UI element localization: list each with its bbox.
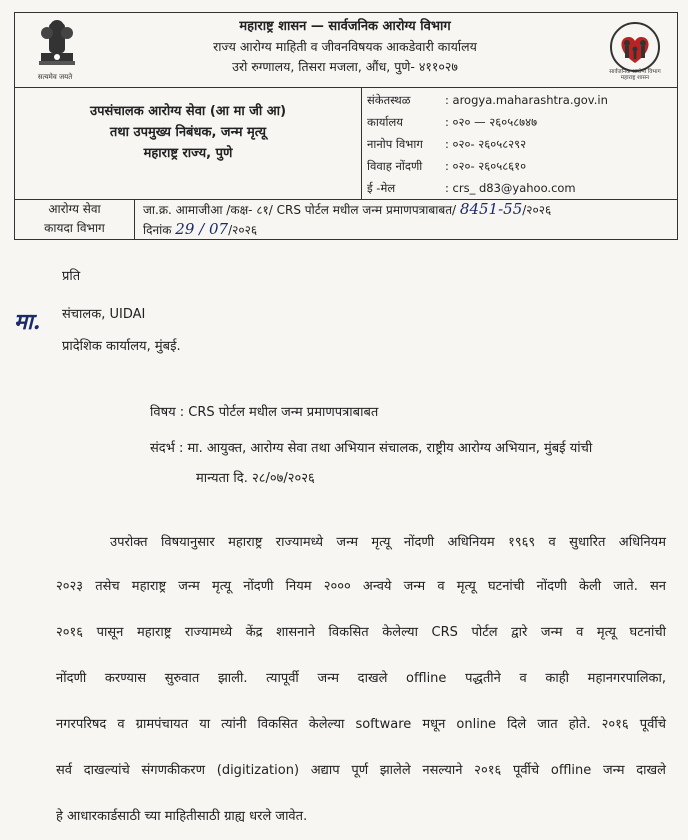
paragraph-line: उपरोक्त विषयानुसार महाराष्ट्र राज्यामध्ये जन्म मृत्यू नोंदणी अधिनियम १९६९ व सुधारित अधिनियम: [110, 535, 666, 550]
designation-line-2: तथा उपमुख्य निबंधक, जन्म मृत्यू: [109, 125, 267, 140]
paragraph-line: २०२३ तसेच महाराष्ट्र जन्म मृत्यू नोंदणी नियम २००० अन्वये जन्म व मृत्यू घटनांची नोंदणी केली जाते. सन: [56, 579, 666, 594]
contact-row: [367, 155, 667, 177]
department-title: महाराष्ट्र शासन — सार्वजनिक आरोग्य विभाग: [239, 19, 451, 34]
contact-row: [367, 177, 667, 199]
contact-label: विवाह नोंदणी: [367, 159, 423, 173]
date-label: दिनांक: [143, 223, 172, 237]
reference-date-line: [143, 220, 673, 240]
office-designation: [15, 87, 362, 199]
handwritten-outward-number: 8451-55: [459, 200, 523, 218]
recipient-line-1: संचालक, UIDAI: [62, 307, 146, 322]
letterhead: [14, 12, 678, 240]
contact-value: : ०२० — २६०५८७४७: [445, 115, 538, 129]
contact-details: [367, 89, 667, 199]
paragraph-line: हे आधारकार्डसाठी च्या माहितीसाठी ग्राह्य धरले जावेत.: [56, 809, 308, 824]
contact-label: नानोप विभाग: [367, 137, 423, 151]
paragraph-line: नोंदणी करण्यास सुरुवात झाली. त्यापूर्वी जन्म दाखले offline पद्धतीने व काही महानगरपालिका,: [56, 671, 666, 686]
department-line-1: आरोग्य सेवा: [48, 202, 101, 216]
date-year: /२०२६: [228, 223, 258, 237]
paragraph-line: नगरपरिषद व ग्रामपंचायत या त्यांनी विकसित केलेल्या software मधून online दिले जात होते. २०१६ पूर्वीचे: [56, 717, 666, 732]
handwritten-honorific: मा.: [14, 309, 41, 335]
contact-value: : crs_ d83@yahoo.com: [445, 181, 576, 195]
contact-row: [367, 89, 667, 111]
office-address: उरो रुग्णालय, तिसरा मजला, औंध, पुणे- ४११०२७: [232, 59, 458, 74]
contact-label: कार्यालय: [367, 115, 403, 129]
letterhead-top-row: [15, 13, 677, 88]
emblem-caption: सत्यमेव जयते: [37, 73, 73, 81]
letterhead-reference-row: [15, 199, 677, 239]
letterhead-middle-row: [15, 87, 677, 200]
designation-line-3: महाराष्ट्र राज्य, पुणे: [143, 146, 233, 161]
subject-line: विषय : CRS पोर्टल मधील जन्म प्रमाणपत्राबाबत: [150, 405, 379, 420]
office-name: राज्य आरोग्य माहिती व जीवनविषयक आकडेवारी कार्यालय: [213, 39, 477, 54]
contact-value: : ०२०- २६०५८६१०: [445, 159, 527, 173]
contact-row: [367, 111, 667, 133]
contact-row: [367, 133, 667, 155]
prati-label: प्रति: [62, 269, 81, 284]
reference-block: [143, 199, 673, 240]
paragraph-line: २०१६ पासून महाराष्ट्र राज्यामध्ये केंद्र शासनाने विकसित केलेल्या CRS पोर्टल द्वारे जन्म व मृत्यू घटनांची: [56, 625, 666, 640]
contact-value: : ०२०- २६०५८२९२: [445, 137, 527, 151]
department-line-2: कायदा विभाग: [44, 221, 105, 235]
reference-number-line: [143, 200, 673, 220]
recipient-line-2: प्रादेशिक कार्यालय, मुंबई.: [62, 339, 181, 354]
logo-caption: सार्वजनिक आरोग्य विभाग महाराष्ट्र शासन: [609, 69, 661, 81]
handwritten-date: 29 / 07: [175, 220, 229, 238]
reference-line-2: मान्यता दि. २८/०७/२०२६: [196, 471, 315, 486]
contact-label: संकेतस्थळ: [367, 93, 411, 107]
contact-label: ई -मेल: [367, 181, 396, 195]
designation-line-1: उपसंचालक आरोग्य सेवा (आ मा जी आ): [89, 104, 287, 119]
department-label: [15, 199, 135, 239]
letterhead-heading: [95, 17, 595, 77]
reference-line-1: संदर्भ : मा. आयुक्त, आरोग्य सेवा तथा अभियान संचालक, राष्ट्रीय आरोग्य अभियान, मुंबई यांची: [150, 441, 593, 456]
reference-year: /२०२६: [522, 203, 552, 217]
reference-number: जा.क्र. आमाजीआ /कक्ष- ८१/ CRS पोर्टल मधील जन्म प्रमाणपत्राबाबत/: [143, 203, 457, 217]
paragraph-line: सर्व दाखल्यांचे संगणकीकरण (digitization) अद्याप पूर्ण झालेले नसल्याने २०१६ पूर्वीचे offline जन्म दाखले: [56, 763, 666, 778]
contact-value: : arogya.maharashtra.gov.in: [445, 93, 608, 107]
